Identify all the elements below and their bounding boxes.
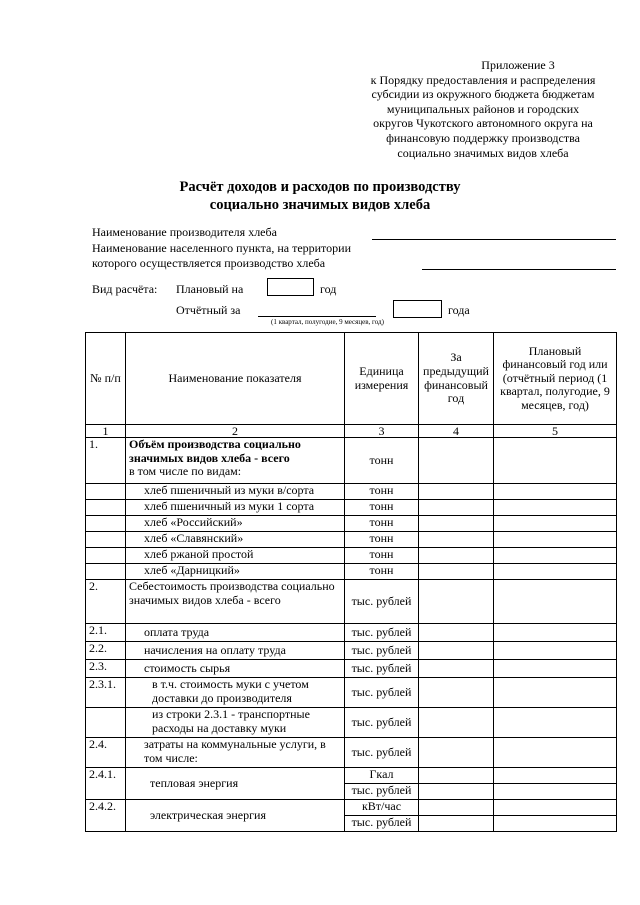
row-unit: тыс. рублей — [345, 738, 419, 768]
row-unit: тонн — [345, 532, 419, 548]
table-row — [86, 564, 617, 580]
row-prev-value[interactable] — [419, 500, 494, 516]
table-row — [86, 642, 617, 660]
row-plan-value[interactable] — [494, 532, 617, 548]
document-title — [0, 178, 640, 214]
row-prev-value[interactable] — [419, 624, 494, 642]
producer-field[interactable] — [372, 239, 616, 240]
row-plan-value[interactable] — [494, 516, 617, 532]
header-plan-year: Плановый финансовый год или (отчётный период (1 квартал, полугодие, 9 месяцев, год) — [494, 333, 617, 425]
row-name: хлеб ржаной простой — [126, 548, 345, 564]
row-prev-value[interactable] — [419, 642, 494, 660]
row-plan-value[interactable] — [494, 768, 617, 784]
row-unit: Гкал — [345, 768, 419, 784]
row-unit: кВт/час — [345, 800, 419, 816]
year-label: год — [320, 282, 337, 296]
row-num: 2. — [86, 580, 126, 624]
row-num: 2.2. — [86, 642, 126, 660]
row-num — [86, 548, 126, 564]
annex-line: Приложение 3 — [481, 58, 555, 72]
row-unit: тонн — [345, 516, 419, 532]
calculation-table — [85, 332, 617, 832]
row-prev-value[interactable] — [419, 516, 494, 532]
row-plan-value[interactable] — [494, 624, 617, 642]
row-plan-value[interactable] — [494, 816, 617, 832]
row-unit: тыс. рублей — [345, 580, 419, 624]
annex-line: субсидии из окружного бюджета бюджетам — [371, 87, 595, 102]
table-row — [86, 548, 617, 564]
planned-year-box[interactable] — [267, 278, 314, 296]
row-unit: тыс. рублей — [345, 642, 419, 660]
column-number: 4 — [419, 425, 494, 438]
row-plan-value[interactable] — [494, 678, 617, 708]
table-row — [86, 660, 617, 678]
row-plan-value[interactable] — [494, 784, 617, 800]
planned-label: Плановый на — [176, 282, 244, 296]
row-prev-value[interactable] — [419, 580, 494, 624]
row-num — [86, 708, 126, 738]
row-prev-value[interactable] — [419, 438, 494, 484]
table-row — [86, 580, 617, 624]
annex-header — [340, 58, 626, 160]
row-prev-value[interactable] — [419, 660, 494, 678]
row-num — [86, 532, 126, 548]
row-prev-value[interactable] — [419, 564, 494, 580]
row-name: Себестоимость производства социально значимых видов хлеба - всего — [126, 580, 345, 624]
column-number: 2 — [126, 425, 345, 438]
header-num: № п/п — [86, 333, 126, 425]
row-name — [126, 438, 345, 484]
row-num — [86, 500, 126, 516]
row-name: хлеб «Славянский» — [126, 532, 345, 548]
header-prev-year: За предыдущий финансовый год — [419, 333, 494, 425]
row-plan-value[interactable] — [494, 484, 617, 500]
table-row — [86, 800, 617, 816]
locality-label-2: которого осуществляется производство хлеба — [92, 256, 326, 270]
header-row — [86, 333, 617, 425]
row-num — [86, 516, 126, 532]
row-name: из строки 2.3.1 - транспортные расходы на доставку муки — [126, 708, 345, 738]
row-prev-value[interactable] — [419, 678, 494, 708]
row-unit: тонн — [345, 484, 419, 500]
row-name: оплата труда — [126, 624, 345, 642]
locality-label-1: Наименование населенного пункта, на территории — [92, 241, 351, 255]
report-period-field[interactable] — [258, 316, 376, 317]
row-plan-value[interactable] — [494, 660, 617, 678]
row-prev-value[interactable] — [419, 800, 494, 816]
row-name: начисления на оплату труда — [126, 642, 345, 660]
row-plan-value[interactable] — [494, 642, 617, 660]
table-row — [86, 738, 617, 768]
table-row — [86, 484, 617, 500]
row-name: хлеб пшеничный из муки в/сорта — [126, 484, 345, 500]
row-name: хлеб пшеничный из муки 1 сорта — [126, 500, 345, 516]
table-row — [86, 500, 617, 516]
row-num: 2.1. — [86, 624, 126, 642]
annex-line: округов Чукотского автономного округа на — [373, 116, 593, 131]
row-name: хлеб «Российский» — [126, 516, 345, 532]
row-unit: тонн — [345, 548, 419, 564]
table-row — [86, 678, 617, 708]
producer-label: Наименование производителя хлеба — [92, 225, 277, 239]
header-name: Наименование показателя — [126, 333, 345, 425]
table-row — [86, 532, 617, 548]
row-plan-value[interactable] — [494, 548, 617, 564]
annex-line: социально значимых видов хлеба — [397, 145, 569, 160]
header-unit: Единица измерения — [345, 333, 419, 425]
row-unit: тонн — [345, 500, 419, 516]
row-unit: тонн — [345, 438, 419, 484]
row-prev-value[interactable] — [419, 738, 494, 768]
column-number-row — [86, 425, 617, 438]
row-plan-value[interactable] — [494, 708, 617, 738]
row-prev-value[interactable] — [419, 768, 494, 784]
row-name-main: Объём производства социально значимых видов хлеба - всего — [129, 437, 301, 465]
period-hint: (1 квартал, полугодие, 9 месяцев, год) — [271, 318, 384, 326]
row-prev-value[interactable] — [419, 784, 494, 800]
years-label: года — [448, 303, 470, 317]
table-row — [86, 624, 617, 642]
row-name: хлеб «Дарницкий» — [126, 564, 345, 580]
column-number: 1 — [86, 425, 126, 438]
table-row — [86, 516, 617, 532]
row-prev-value[interactable] — [419, 708, 494, 738]
row-plan-value[interactable] — [494, 438, 617, 484]
row-unit: тыс. рублей — [345, 784, 419, 800]
annex-line: финансовую поддержку производства — [386, 130, 580, 145]
row-num — [86, 564, 126, 580]
row-plan-value[interactable] — [494, 500, 617, 516]
row-prev-value[interactable] — [419, 548, 494, 564]
row-num — [86, 484, 126, 500]
row-name-sub: в том числе по видам: — [129, 464, 242, 479]
report-label: Отчётный за — [176, 303, 241, 317]
row-name: затраты на коммунальные услуги, в том числе: — [126, 738, 345, 768]
row-plan-value[interactable] — [494, 800, 617, 816]
row-unit: тонн — [345, 564, 419, 580]
row-name: тепловая энергия — [126, 768, 345, 800]
locality-field[interactable] — [422, 269, 616, 270]
row-plan-value[interactable] — [494, 564, 617, 580]
annex-line: муниципальных районов и городских — [386, 101, 580, 116]
row-num: 2.3. — [86, 660, 126, 678]
row-unit: тыс. рублей — [345, 678, 419, 708]
table-row — [86, 768, 617, 784]
row-prev-value[interactable] — [419, 532, 494, 548]
row-unit: тыс. рублей — [345, 816, 419, 832]
report-year-box[interactable] — [393, 300, 442, 318]
title-line: Расчёт доходов и расходов по производству — [179, 179, 461, 195]
title-line: социально значимых видов хлеба — [209, 197, 431, 213]
row-num: 2.3.1. — [86, 678, 126, 708]
row-num: 2.4. — [86, 738, 126, 768]
row-name: в т.ч. стоимость муки с учетом доставки до производителя — [126, 678, 345, 708]
row-unit: тыс. рублей — [345, 660, 419, 678]
row-num: 1. — [86, 438, 126, 484]
table-row — [86, 708, 617, 738]
row-name: электрическая энергия — [126, 800, 345, 832]
row-unit: тыс. рублей — [345, 624, 419, 642]
annex-line: к Порядку предоставления и распределения — [370, 72, 596, 87]
table-row — [86, 438, 617, 484]
row-num: 2.4.1. — [86, 768, 126, 800]
row-num: 2.4.2. — [86, 800, 126, 832]
column-number: 3 — [345, 425, 419, 438]
row-prev-value[interactable] — [419, 816, 494, 832]
row-plan-value[interactable] — [494, 580, 617, 624]
row-prev-value[interactable] — [419, 484, 494, 500]
row-plan-value[interactable] — [494, 738, 617, 768]
calc-type-label: Вид расчёта: — [92, 282, 158, 296]
row-unit: тыс. рублей — [345, 708, 419, 738]
row-name: стоимость сырья — [126, 660, 345, 678]
column-number: 5 — [494, 425, 617, 438]
